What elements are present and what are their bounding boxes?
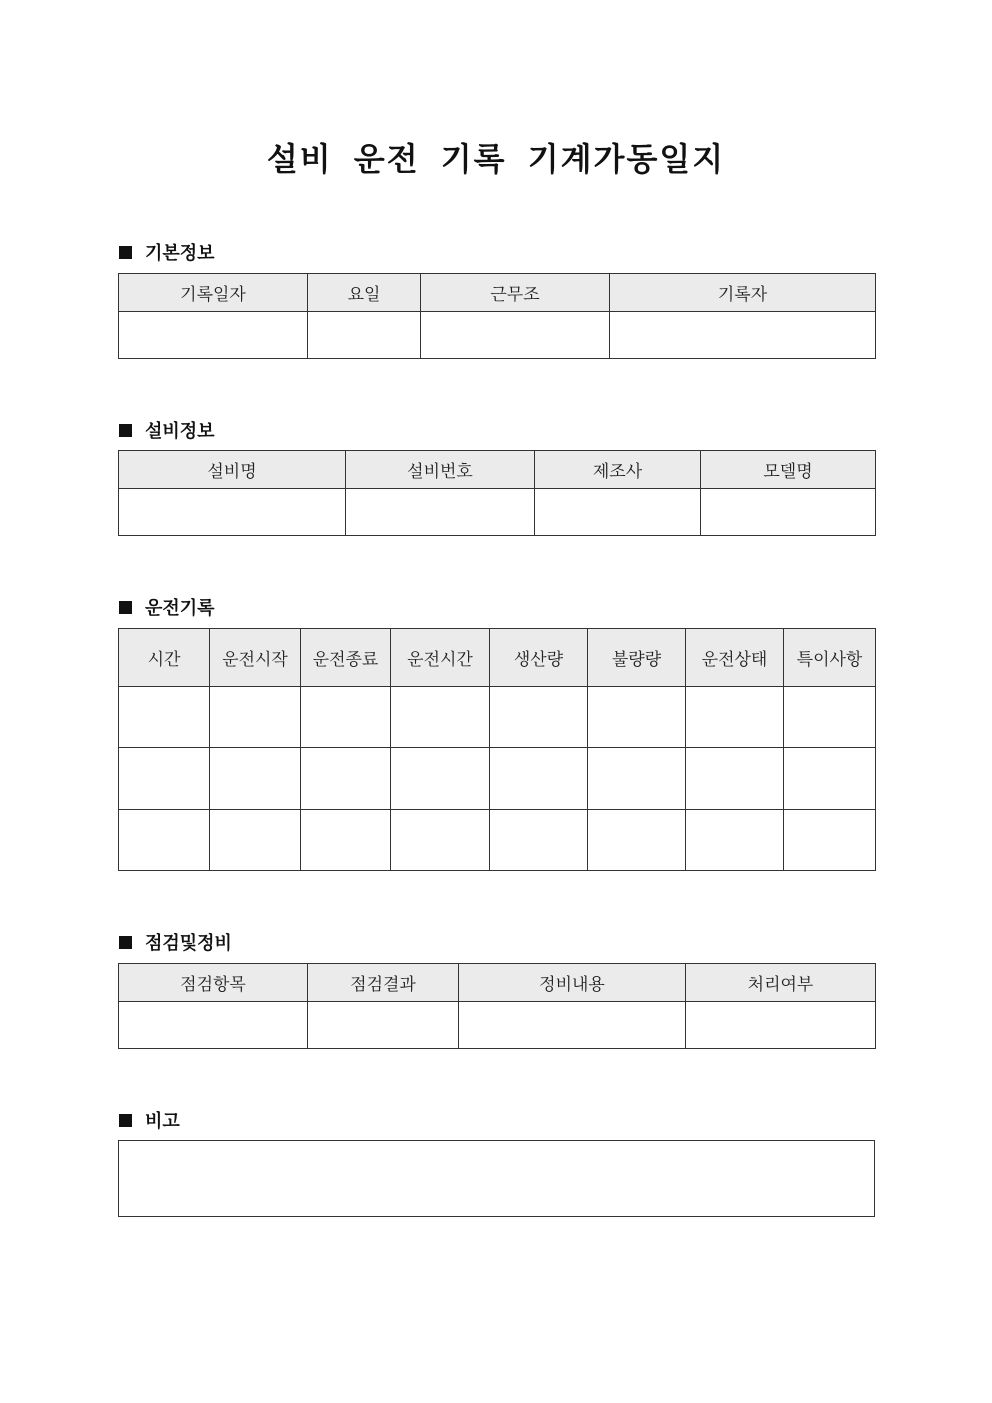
input-cell[interactable] bbox=[301, 687, 391, 748]
input-cell[interactable] bbox=[210, 748, 301, 810]
header-inspection-item: 점검항목 bbox=[119, 964, 308, 1002]
section-label: 설비정보 bbox=[145, 421, 215, 442]
section-operation-record bbox=[119, 595, 215, 619]
section-inspection-maintenance bbox=[119, 930, 232, 954]
header-status: 운전상태 bbox=[686, 629, 784, 687]
header-defects: 불량량 bbox=[588, 629, 686, 687]
header-manufacturer: 제조사 bbox=[535, 451, 701, 489]
section-label: 비고 bbox=[145, 1111, 180, 1132]
header-recorder: 기록자 bbox=[610, 274, 876, 312]
operation-record-table bbox=[118, 628, 876, 871]
input-cell[interactable] bbox=[391, 810, 490, 871]
section-label: 점검및정비 bbox=[145, 933, 232, 954]
input-cell[interactable] bbox=[391, 748, 490, 810]
recorder-cell[interactable] bbox=[610, 312, 876, 359]
header-model-name: 모델명 bbox=[701, 451, 876, 489]
square-bullet-icon bbox=[119, 601, 132, 614]
input-cell[interactable] bbox=[784, 748, 876, 810]
input-cell[interactable] bbox=[588, 810, 686, 871]
header-shift: 근무조 bbox=[421, 274, 610, 312]
manufacturer-cell[interactable] bbox=[535, 489, 701, 536]
inspection-item-cell[interactable] bbox=[119, 1002, 308, 1049]
header-processed: 처리여부 bbox=[686, 964, 876, 1002]
equipment-name-cell[interactable] bbox=[119, 489, 346, 536]
shift-cell[interactable] bbox=[421, 312, 610, 359]
header-weekday: 요일 bbox=[308, 274, 421, 312]
input-cell[interactable] bbox=[686, 748, 784, 810]
square-bullet-icon bbox=[119, 936, 132, 949]
weekday-cell[interactable] bbox=[308, 312, 421, 359]
section-remarks bbox=[119, 1108, 180, 1132]
inspection-result-cell[interactable] bbox=[308, 1002, 459, 1049]
record-date-cell[interactable] bbox=[119, 312, 308, 359]
table-row bbox=[119, 748, 876, 810]
equipment-info-table bbox=[118, 450, 876, 536]
basic-info-table bbox=[118, 273, 876, 359]
input-cell[interactable] bbox=[301, 748, 391, 810]
input-cell[interactable] bbox=[490, 810, 588, 871]
square-bullet-icon bbox=[119, 1114, 132, 1127]
header-inspection-result: 점검결과 bbox=[308, 964, 459, 1002]
input-cell[interactable] bbox=[686, 810, 784, 871]
equipment-number-cell[interactable] bbox=[346, 489, 535, 536]
square-bullet-icon bbox=[119, 424, 132, 437]
input-cell[interactable] bbox=[588, 687, 686, 748]
input-cell[interactable] bbox=[119, 687, 210, 748]
table-row bbox=[119, 687, 876, 748]
input-cell[interactable] bbox=[210, 687, 301, 748]
header-end: 운전종료 bbox=[301, 629, 391, 687]
header-duration: 운전시간 bbox=[391, 629, 490, 687]
header-record-date: 기록일자 bbox=[119, 274, 308, 312]
input-cell[interactable] bbox=[784, 810, 876, 871]
input-cell[interactable] bbox=[784, 687, 876, 748]
header-time: 시간 bbox=[119, 629, 210, 687]
header-start: 운전시작 bbox=[210, 629, 301, 687]
input-cell[interactable] bbox=[588, 748, 686, 810]
input-cell[interactable] bbox=[391, 687, 490, 748]
section-label: 기본정보 bbox=[145, 243, 215, 264]
model-name-cell[interactable] bbox=[701, 489, 876, 536]
section-label: 운전기록 bbox=[145, 598, 215, 619]
section-basic-info bbox=[119, 240, 215, 264]
input-cell[interactable] bbox=[210, 810, 301, 871]
square-bullet-icon bbox=[119, 246, 132, 259]
remarks-cell[interactable] bbox=[119, 1141, 875, 1217]
input-cell[interactable] bbox=[119, 810, 210, 871]
table-row bbox=[119, 810, 876, 871]
section-equipment-info bbox=[119, 418, 215, 442]
header-production: 생산량 bbox=[490, 629, 588, 687]
maintenance-details-cell[interactable] bbox=[459, 1002, 686, 1049]
remarks-table bbox=[118, 1140, 875, 1217]
input-cell[interactable] bbox=[119, 748, 210, 810]
input-cell[interactable] bbox=[686, 687, 784, 748]
header-maintenance-details: 정비내용 bbox=[459, 964, 686, 1002]
input-cell[interactable] bbox=[490, 748, 588, 810]
processed-cell[interactable] bbox=[686, 1002, 876, 1049]
input-cell[interactable] bbox=[301, 810, 391, 871]
inspection-table bbox=[118, 963, 876, 1049]
header-equipment-name: 설비명 bbox=[119, 451, 346, 489]
header-notes: 특이사항 bbox=[784, 629, 876, 687]
input-cell[interactable] bbox=[490, 687, 588, 748]
page-title: 설비 운전 기록 기계가동일지 bbox=[266, 140, 726, 178]
header-equipment-number: 설비번호 bbox=[346, 451, 535, 489]
